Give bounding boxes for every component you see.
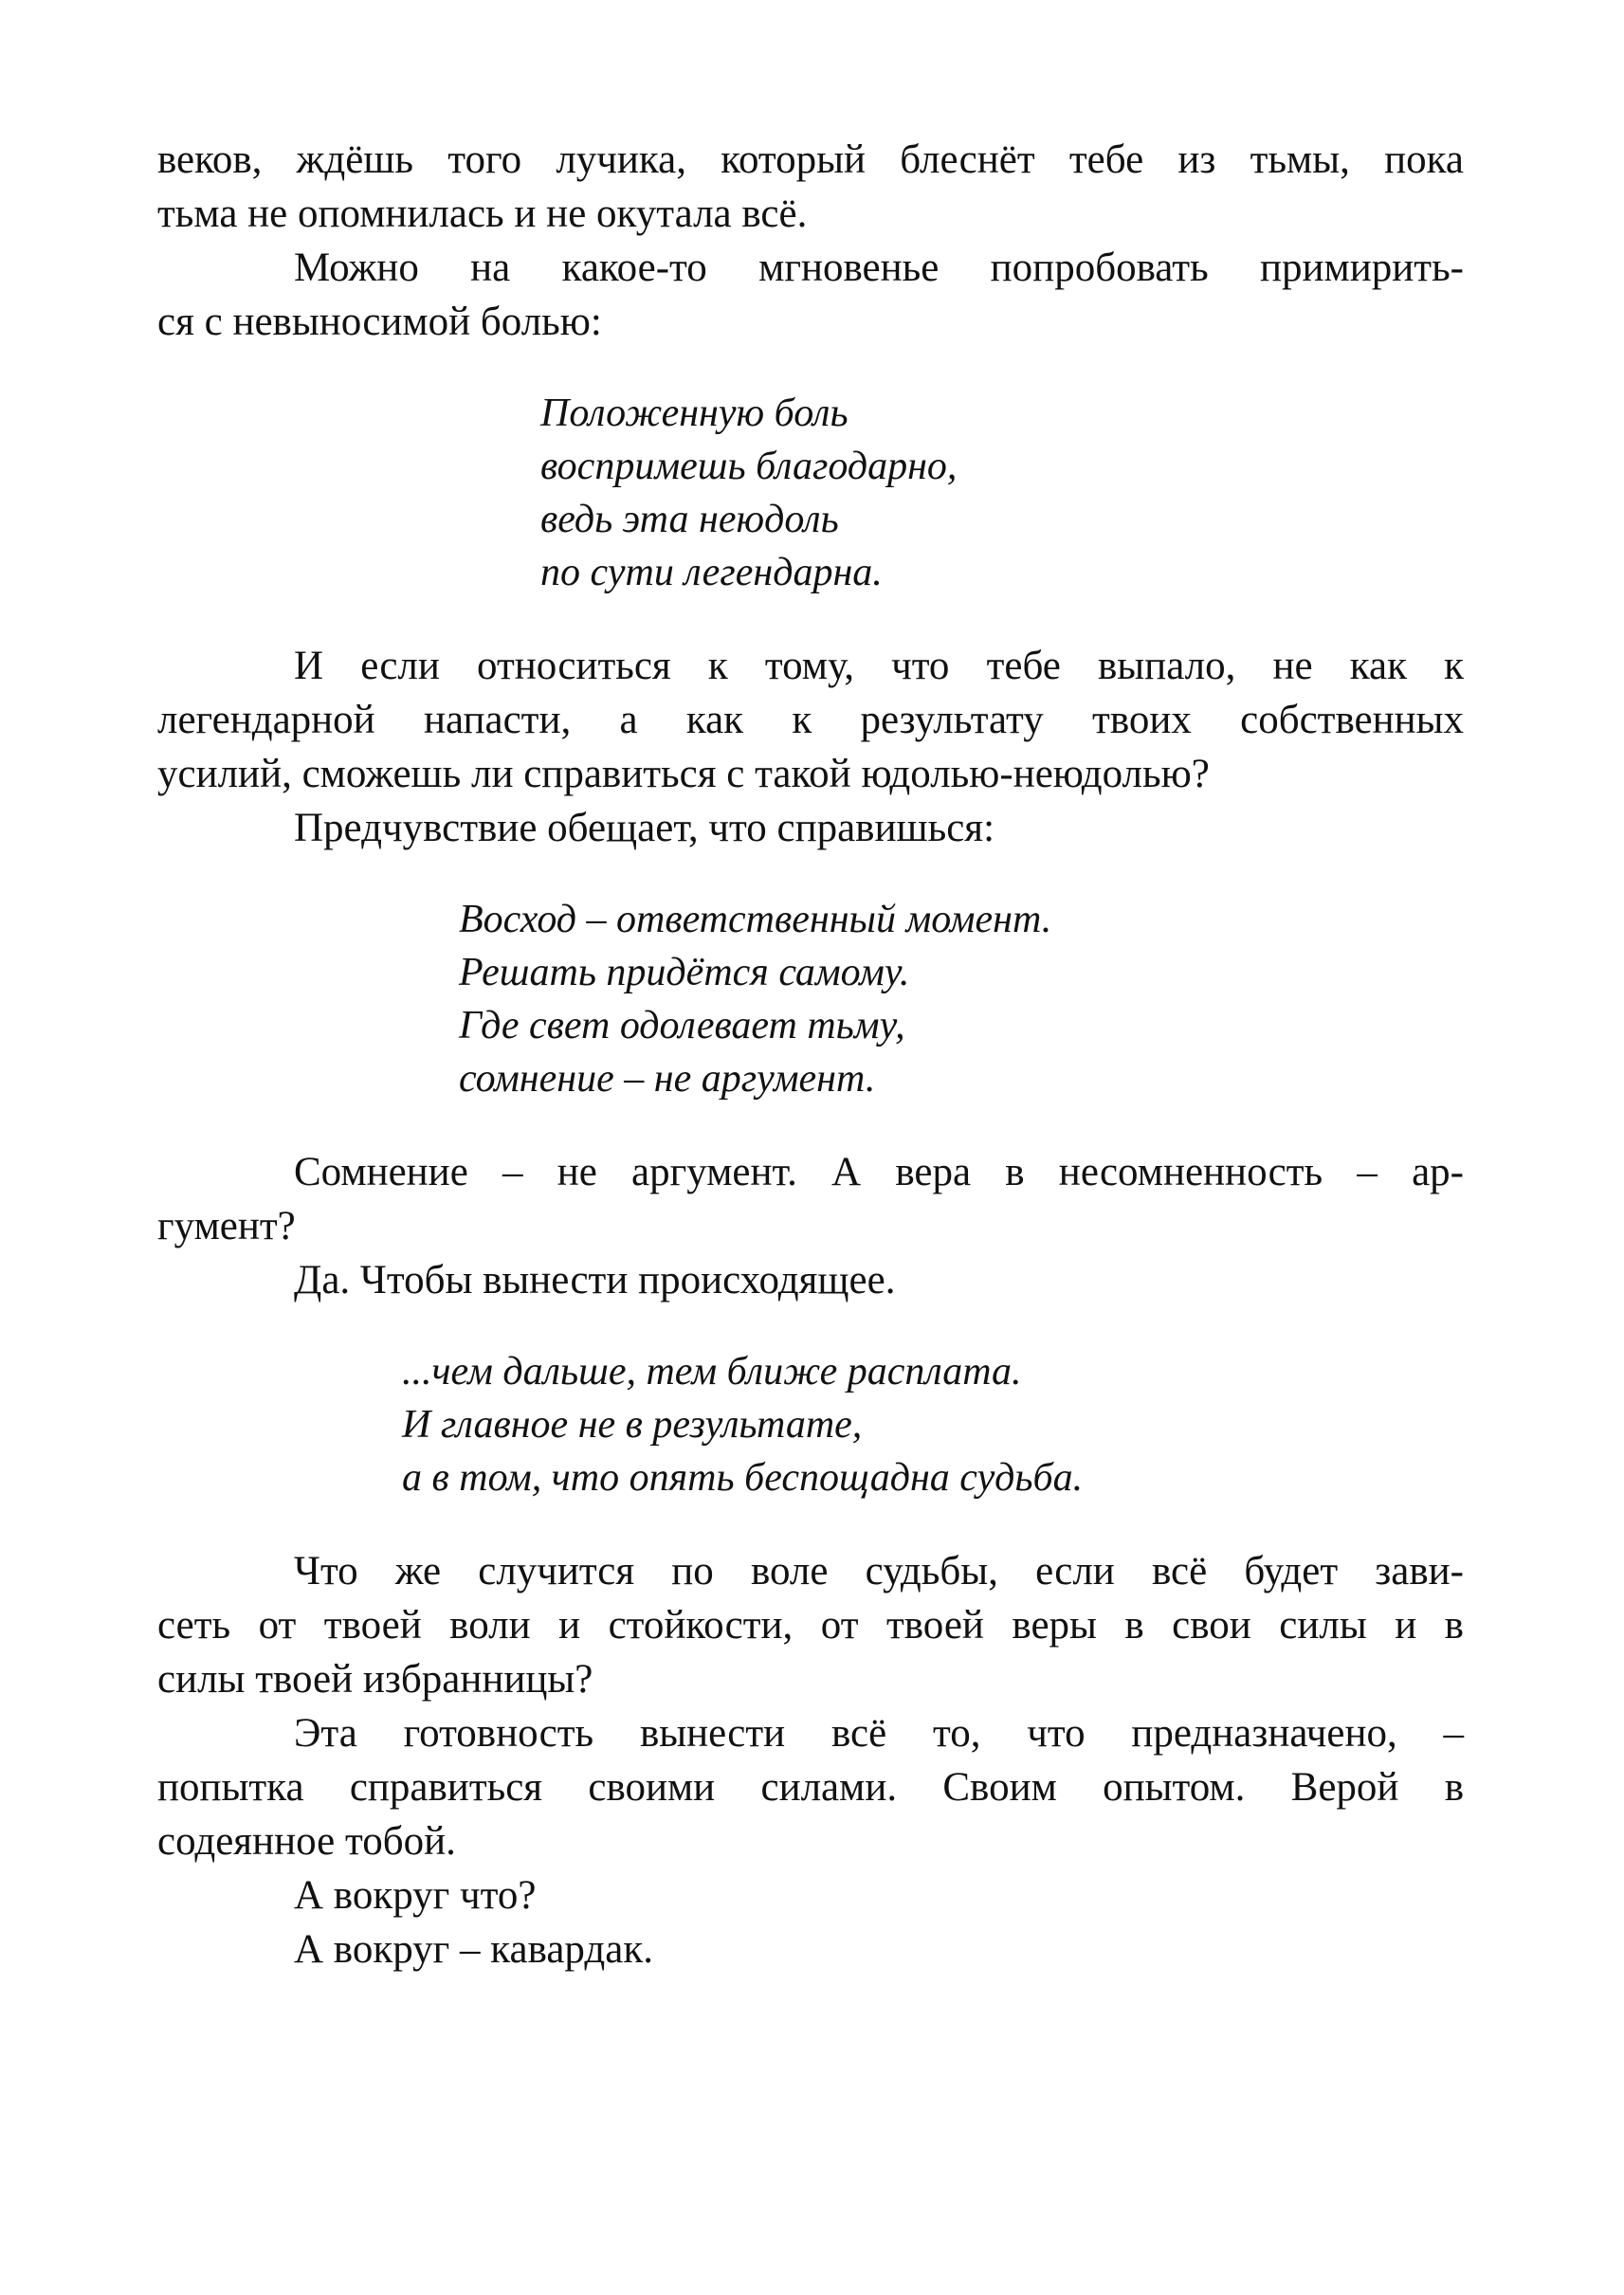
text-line: силы твоей избранницы?	[157, 1657, 593, 1702]
poem-line: воспримешь благодарно,	[540, 445, 958, 488]
poem-line: Восход – ответственный момент.	[459, 898, 1052, 941]
text-line: Да. Чтобы вынести происходящее.	[294, 1258, 896, 1302]
text-line: И если относиться к тому, что тебе выпало, не как к	[294, 644, 1464, 688]
paragraph	[157, 639, 1464, 801]
poem-line: сомнение – не аргумент.	[459, 1057, 876, 1101]
paragraph	[157, 801, 1464, 855]
text-line: гумент?	[157, 1204, 296, 1248]
text-line: попытка справиться своими силами. Своим опытом. Верой в	[157, 1765, 1464, 1810]
text-line: Эта готовность вынести всё то, что предназначено, –	[294, 1711, 1464, 1756]
poem-line: Положенную боль	[540, 392, 848, 435]
poem-line: Где свет одолевает тьму,	[459, 1004, 905, 1047]
paragraph-continuation	[157, 133, 1464, 241]
paragraph	[157, 1544, 1464, 1706]
text-line: Что же случится по воле судьбы, если всё будет зави-	[294, 1549, 1464, 1594]
poem-stanza	[157, 893, 1464, 1105]
text-line: легендарной напасти, а как к результату твоих собственных	[157, 698, 1464, 742]
poem-stanza	[157, 1345, 1464, 1504]
poem-line: по сути легендарна.	[540, 551, 883, 594]
paragraph	[157, 1706, 1464, 1868]
paragraph	[157, 1145, 1464, 1253]
text-line: тьма не опомнилась и не окутала всё.	[157, 191, 808, 236]
poem-line: ведь эта неюдоль	[540, 498, 839, 541]
paragraph	[157, 241, 1464, 349]
poem-line: И главное не в результате,	[402, 1403, 863, 1447]
poem-stanza	[157, 387, 1464, 599]
text-line: веков, ждёшь того лучика, который блеснёт тебе из тьмы, пока	[157, 137, 1464, 182]
paragraph	[157, 1922, 1464, 1976]
paragraph	[157, 1253, 1464, 1307]
text-line: сеть от твоей воли и стойкости, от твоей веры в свои силы и в	[157, 1603, 1464, 1648]
text-line: Можно на какое-то мгновенье попробовать примирить-	[294, 246, 1464, 290]
poem-line: ...чем дальше, тем ближе расплата.	[402, 1350, 1022, 1393]
poem-line: Решать придётся самому.	[459, 951, 910, 994]
text-line: Предчувствие обещает, что справишься:	[294, 806, 995, 850]
text-line: Сомнение – не аргумент. А вера в несомненность – ар-	[294, 1150, 1464, 1194]
text-line: усилий, сможешь ли справиться с такой юдолью-неюдолью?	[157, 752, 1210, 796]
text-line: содеянное тобой.	[157, 1819, 456, 1864]
text-line: А вокруг что?	[294, 1873, 537, 1918]
text-line: ся с невыносимой болью:	[157, 300, 602, 344]
text-line: А вокруг – кавардак.	[294, 1927, 653, 1972]
poem-line: а в том, что опять беспощадна судьба.	[402, 1456, 1084, 1500]
page-text	[157, 133, 1464, 1976]
paragraph	[157, 1868, 1464, 1922]
